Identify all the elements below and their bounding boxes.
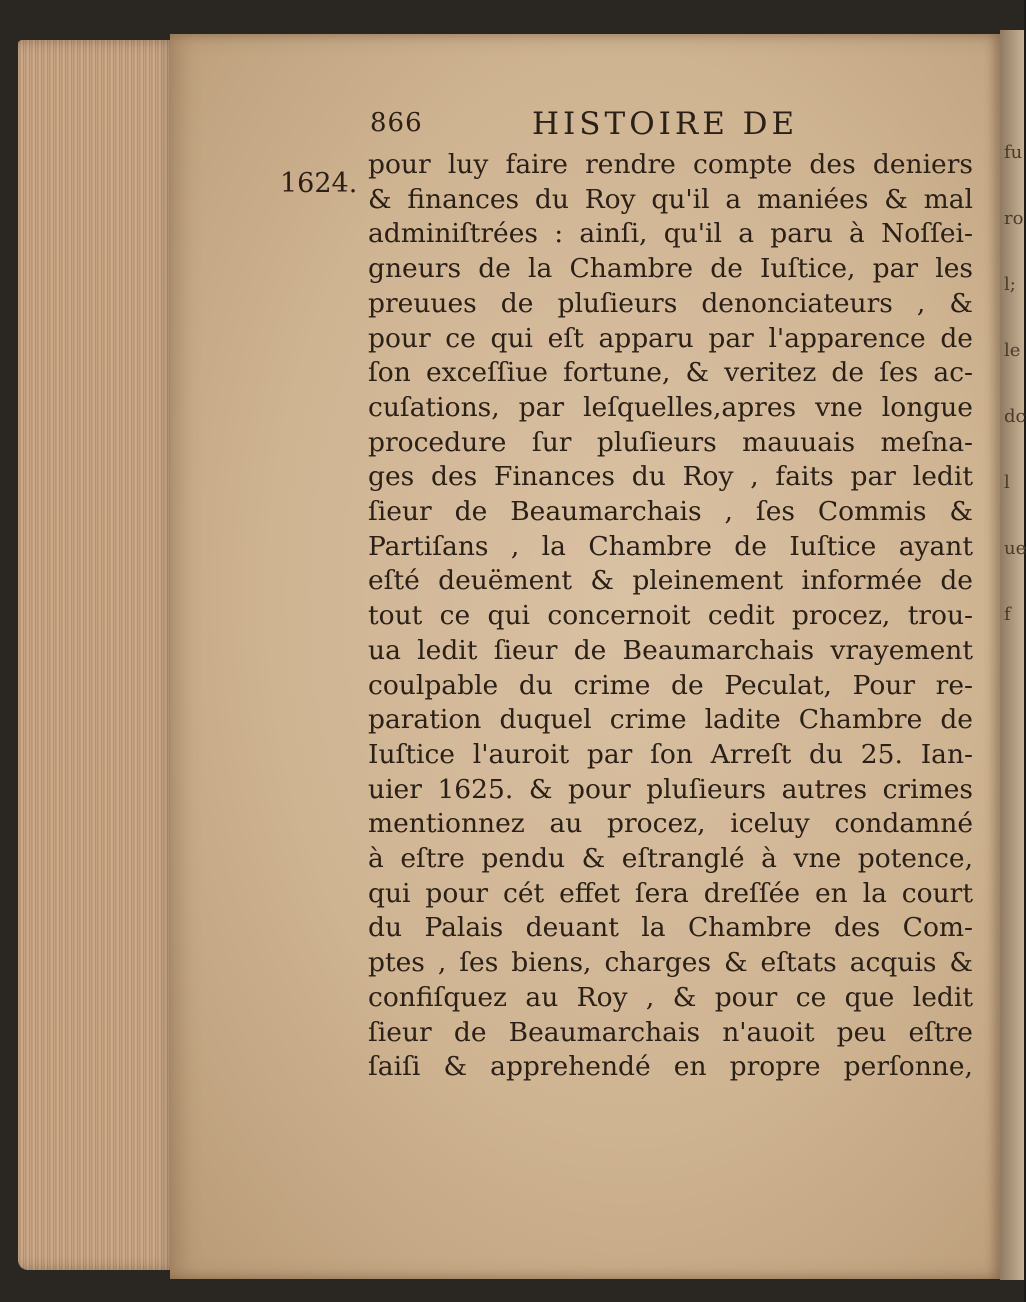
running-head xyxy=(370,108,970,148)
text-line: coulpable du crime de Peculat, Pour re- xyxy=(368,669,973,701)
facing-page-fragments: fu ro l; le dc l ue f xyxy=(1004,142,1026,625)
text-line: ſieur de Beaumarchais , ſes Commis & xyxy=(368,496,973,528)
text-line: ua ledit ſieur de Beaumarchais vrayement xyxy=(368,634,973,666)
header-title: HISTOIRE DE xyxy=(532,106,799,142)
text-line: ptes , ſes biens, charges & eſtats acquis & xyxy=(368,947,973,979)
text-line: à eſtre pendu & eſtranglé à vne potence, xyxy=(368,843,973,875)
text-line: mentionnez au procez, iceluy condamné xyxy=(368,808,973,840)
text-line: du Palais deuant la Chambre des Com- xyxy=(368,912,973,944)
page-edge-stack xyxy=(18,40,178,1270)
text-line: pour ce qui eſt apparu par l'apparence de xyxy=(368,322,973,354)
text-line: Iuſtice l'auroit par ſon Arreſt du 25. Ian- xyxy=(368,738,973,770)
text-line: adminiſtrées : ainſi, qu'il a paru à Noſſei- xyxy=(368,218,973,250)
text-line: eſté deuëment & pleinement informée de xyxy=(368,565,973,597)
text-line: ges des Finances du Roy , faits par ledit xyxy=(368,461,973,493)
text-line: pour luy faire rendre compte des deniers xyxy=(368,149,973,180)
text-line: confiſquez au Roy , & pour ce que ledit xyxy=(368,981,973,1013)
text-line: cuſations, par leſquelles,apres vne longue xyxy=(368,391,973,423)
margin-note-year: 1624. xyxy=(280,168,358,199)
text-line: Partiſans , la Chambre de Iuſtice ayant xyxy=(368,530,973,562)
text-line: gneurs de la Chambre de Iuſtice, par les xyxy=(368,253,973,285)
text-line: uier 1625. & pour pluſieurs autres crimes xyxy=(368,773,973,805)
text-line: ſaiſi & apprehendé en propre perſonne, xyxy=(368,1051,973,1083)
text-line: preuues de pluſieurs denonciateurs , & xyxy=(368,287,973,319)
body-text xyxy=(368,148,973,1085)
text-line: procedure ſur pluſieurs mauuais meſna- xyxy=(368,426,973,458)
text-line: ſon exceſſiue fortune, & veritez de ſes ac- xyxy=(368,357,973,389)
text-line: & finances du Roy qu'il a maniées & mal xyxy=(368,183,973,215)
text-line: qui pour cét effet ſera dreſſée en la court xyxy=(368,877,973,909)
facing-page-edge xyxy=(1000,30,1024,1280)
page-number: 866 xyxy=(370,108,423,138)
text-line: paration duquel crime ladite Chambre de xyxy=(368,704,973,736)
text-line: tout ce qui concernoit cedit procez, trou- xyxy=(368,600,973,632)
text-line: ſieur de Beaumarchais n'auoit peu eſtre xyxy=(368,1016,973,1048)
